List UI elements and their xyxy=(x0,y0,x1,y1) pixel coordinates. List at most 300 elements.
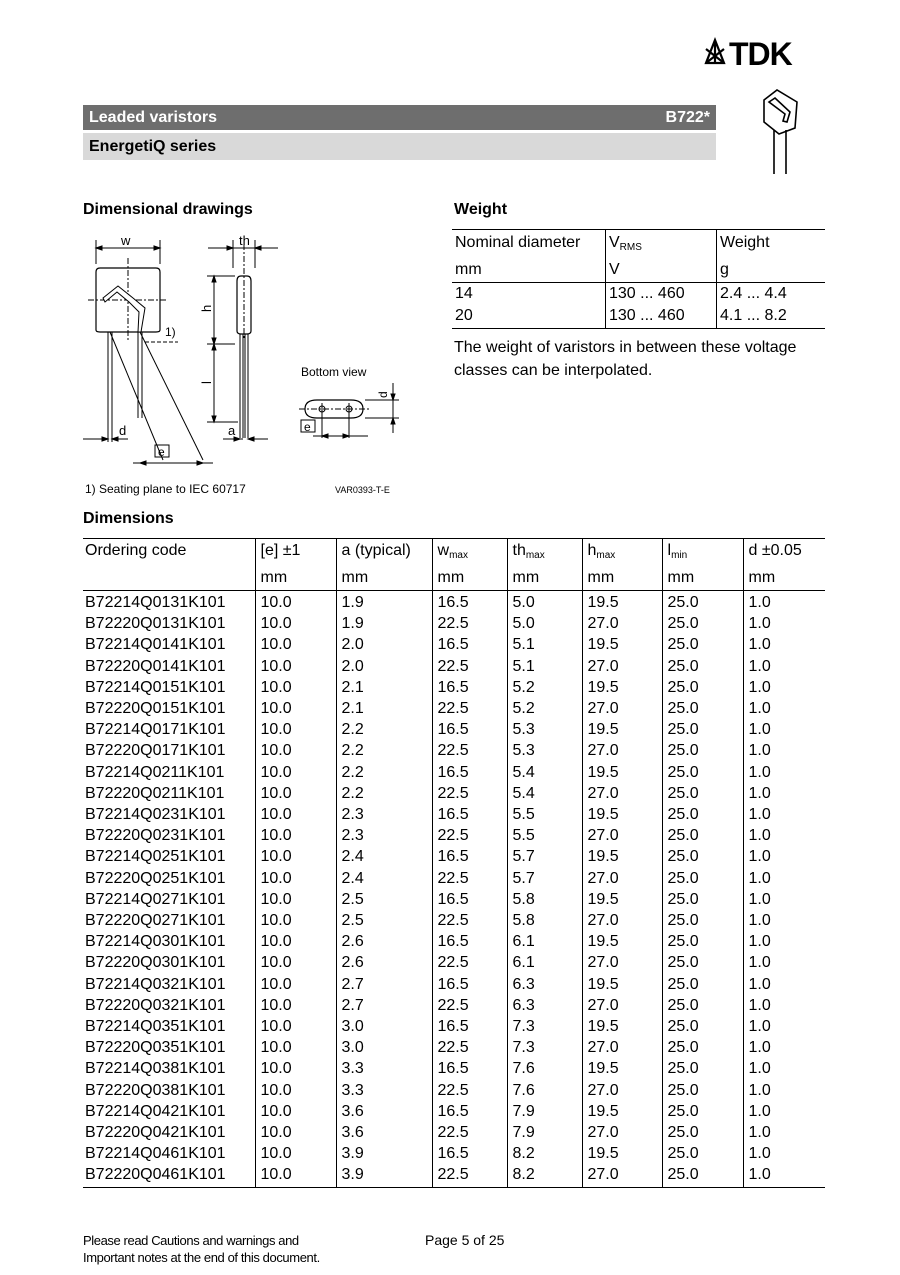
table-cell: 5.7 xyxy=(507,846,582,867)
table-cell: 16.5 xyxy=(432,591,507,614)
table-cell: 2.0 xyxy=(336,634,432,655)
table-cell: B72214Q0381K101 xyxy=(85,1060,226,1078)
table-cell: 16.5 xyxy=(432,677,507,698)
table-cell: B72220Q0141K101 xyxy=(85,657,226,675)
table-cell: B72214Q0251K101 xyxy=(85,848,226,866)
table-row xyxy=(83,889,825,910)
table-cell: 10.0 xyxy=(255,656,336,677)
table-cell: 25.0 xyxy=(662,974,743,995)
table-cell: 22.5 xyxy=(432,868,507,889)
table-cell: B72220Q0351K101 xyxy=(85,1039,226,1057)
table-cell: 22.5 xyxy=(432,910,507,931)
table-cell: 25.0 xyxy=(662,1143,743,1164)
table-cell: 1.0 xyxy=(743,974,825,995)
table-cell: 19.5 xyxy=(582,846,662,867)
table-cell: 27.0 xyxy=(582,1080,662,1101)
table-cell: B72220Q0231K101 xyxy=(85,827,226,845)
table-cell: B72220Q0381K101 xyxy=(85,1081,226,1099)
column-header: $w_{max}$ xyxy=(432,539,507,568)
table-row xyxy=(83,1016,825,1037)
table-cell: 7.6 xyxy=(507,1058,582,1079)
table-cell: 27.0 xyxy=(582,868,662,889)
table-cell: 19.5 xyxy=(582,931,662,952)
weight-cell: 20 xyxy=(452,305,606,329)
table-cell: 6.1 xyxy=(507,931,582,952)
weight-note: The weight of varistors in between these voltage classes can be interpolated. xyxy=(454,339,797,379)
product-family-title: Leaded varistors xyxy=(89,109,218,126)
table-cell: 3.0 xyxy=(336,1016,432,1037)
table-cell: B72214Q0301K101 xyxy=(85,933,226,951)
table-cell: 1.0 xyxy=(743,762,825,783)
column-unit: mm xyxy=(336,567,432,591)
table-cell: 25.0 xyxy=(662,910,743,931)
label-th: th xyxy=(239,233,250,248)
table-cell: 25.0 xyxy=(662,995,743,1016)
table-cell: 2.1 xyxy=(336,698,432,719)
header-vrms: $V_{RMS}$ xyxy=(606,230,717,260)
table-cell: 16.5 xyxy=(432,1101,507,1122)
table-cell: 25.0 xyxy=(662,1058,743,1079)
table-cell: 1.0 xyxy=(743,783,825,804)
footer-note xyxy=(83,1232,320,1266)
table-cell: 5.3 xyxy=(507,719,582,740)
table-cell: 8.2 xyxy=(507,1143,582,1164)
series-title: EnergetiQ series xyxy=(89,138,217,155)
table-cell: B72220Q0301K101 xyxy=(85,954,226,972)
table-cell: 1.0 xyxy=(743,846,825,867)
footer-note-line1: Please read Cautions and warnings and xyxy=(83,1233,299,1248)
table-cell: 16.5 xyxy=(432,804,507,825)
column-header: $h_{max}$ xyxy=(582,539,662,568)
table-cell: 10.0 xyxy=(255,1143,336,1164)
varistor-icon xyxy=(757,88,807,176)
table-cell: 1.0 xyxy=(743,656,825,677)
table-cell: 19.5 xyxy=(582,677,662,698)
seating-plane-footnote: 1) Seating plane to IEC 60717 xyxy=(85,482,246,496)
table-cell: 27.0 xyxy=(582,698,662,719)
table-cell: 1.0 xyxy=(743,677,825,698)
table-cell: B72214Q0351K101 xyxy=(85,1018,226,1036)
table-cell: 7.6 xyxy=(507,1080,582,1101)
table-row xyxy=(83,591,825,614)
table-cell: 5.2 xyxy=(507,677,582,698)
table-cell: 25.0 xyxy=(662,889,743,910)
table-cell: 25.0 xyxy=(662,1016,743,1037)
table-row xyxy=(83,1101,825,1122)
table-cell: 2.1 xyxy=(336,677,432,698)
table-cell: 22.5 xyxy=(432,698,507,719)
table-cell: 16.5 xyxy=(432,634,507,655)
drawings-heading: Dimensional drawings xyxy=(83,201,253,218)
table-cell: 25.0 xyxy=(662,677,743,698)
table-cell: 19.5 xyxy=(582,1058,662,1079)
table-cell: B72214Q0421K101 xyxy=(85,1102,226,1120)
table-cell: 19.5 xyxy=(582,719,662,740)
table-row xyxy=(83,740,825,761)
table-cell: 5.0 xyxy=(507,613,582,634)
table-cell: 6.3 xyxy=(507,974,582,995)
table-row xyxy=(83,974,825,995)
table-cell: 1.0 xyxy=(743,931,825,952)
table-cell: 25.0 xyxy=(662,719,743,740)
table-cell: 2.5 xyxy=(336,889,432,910)
table-cell: 2.4 xyxy=(336,846,432,867)
table-cell: 2.7 xyxy=(336,974,432,995)
weight-cell: 2.4 ... 4.4 xyxy=(717,283,826,306)
table-cell: 27.0 xyxy=(582,613,662,634)
table-cell: 1.0 xyxy=(743,952,825,973)
table-cell: 27.0 xyxy=(582,656,662,677)
weight-cell: 130 ... 460 xyxy=(606,283,717,306)
table-cell: 1.9 xyxy=(336,591,432,614)
table-cell: 25.0 xyxy=(662,1080,743,1101)
table-cell: 25.0 xyxy=(662,740,743,761)
table-row xyxy=(83,1058,825,1079)
table-cell: 25.0 xyxy=(662,952,743,973)
table-cell: 22.5 xyxy=(432,613,507,634)
table-cell: 2.2 xyxy=(336,762,432,783)
table-cell: 19.5 xyxy=(582,804,662,825)
table-cell: B72220Q0151K101 xyxy=(85,700,226,718)
table-cell: B72214Q0211K101 xyxy=(85,763,225,781)
table-cell: 1.0 xyxy=(743,1122,825,1143)
table-cell: 5.5 xyxy=(507,825,582,846)
page-number: Page 5 of 25 xyxy=(425,1232,505,1248)
table-cell: 2.2 xyxy=(336,783,432,804)
table-cell: 10.0 xyxy=(255,931,336,952)
column-header: $l_{min}$ xyxy=(662,539,743,568)
table-cell: 3.6 xyxy=(336,1122,432,1143)
table-cell: 1.0 xyxy=(743,1101,825,1122)
table-cell: 1.0 xyxy=(743,825,825,846)
table-cell: 10.0 xyxy=(255,783,336,804)
table-row xyxy=(83,1164,825,1187)
table-row xyxy=(83,613,825,634)
table-cell: 16.5 xyxy=(432,846,507,867)
weight-row xyxy=(452,283,825,306)
table-cell: 1.0 xyxy=(743,591,825,614)
table-cell: B72220Q0271K101 xyxy=(85,912,226,930)
table-cell: 3.3 xyxy=(336,1058,432,1079)
table-cell: 25.0 xyxy=(662,1122,743,1143)
dimensions-table xyxy=(83,538,825,1188)
table-cell: 5.2 xyxy=(507,698,582,719)
table-cell: 27.0 xyxy=(582,783,662,804)
table-cell: 1.0 xyxy=(743,719,825,740)
table-cell: 2.0 xyxy=(336,656,432,677)
table-cell: 1.0 xyxy=(743,613,825,634)
column-header: a (typical) xyxy=(336,539,432,568)
table-cell: 2.3 xyxy=(336,804,432,825)
table-cell: B72214Q0171K101 xyxy=(85,721,226,739)
table-cell: 3.9 xyxy=(336,1143,432,1164)
label-e-bottom: e xyxy=(304,420,311,434)
table-cell: 1.0 xyxy=(743,1016,825,1037)
table-cell: 25.0 xyxy=(662,931,743,952)
column-unit: mm xyxy=(432,567,507,591)
table-cell: 2.2 xyxy=(336,719,432,740)
dimensions-header-row xyxy=(83,539,825,568)
table-cell: 10.0 xyxy=(255,1016,336,1037)
table-cell: 1.0 xyxy=(743,995,825,1016)
table-cell: 22.5 xyxy=(432,1164,507,1187)
table-cell: 22.5 xyxy=(432,783,507,804)
table-cell: 27.0 xyxy=(582,1164,662,1187)
table-cell: 1.0 xyxy=(743,1143,825,1164)
table-cell: 25.0 xyxy=(662,1101,743,1122)
table-cell: 19.5 xyxy=(582,634,662,655)
dimensions-heading: Dimensions xyxy=(83,510,174,527)
table-cell: 22.5 xyxy=(432,825,507,846)
table-cell: 10.0 xyxy=(255,1080,336,1101)
table-cell: 25.0 xyxy=(662,804,743,825)
table-cell: 10.0 xyxy=(255,1101,336,1122)
table-cell: 10.0 xyxy=(255,974,336,995)
table-row xyxy=(83,783,825,804)
table-cell: 5.5 xyxy=(507,804,582,825)
table-cell: 19.5 xyxy=(582,1143,662,1164)
table-cell: B72220Q0251K101 xyxy=(85,869,226,887)
table-row xyxy=(83,634,825,655)
table-cell: 5.0 xyxy=(507,591,582,614)
table-cell: 19.5 xyxy=(582,591,662,614)
table-cell: 25.0 xyxy=(662,762,743,783)
table-cell: 2.2 xyxy=(336,740,432,761)
weight-cell: 14 xyxy=(455,285,473,302)
table-cell: 16.5 xyxy=(432,719,507,740)
table-cell: B72220Q0421K101 xyxy=(85,1124,226,1142)
table-cell: 25.0 xyxy=(662,783,743,804)
table-cell: 10.0 xyxy=(255,591,336,614)
table-cell: B72214Q0321K101 xyxy=(85,975,226,993)
weight-cell: 130 ... 460 xyxy=(606,305,717,329)
label-d-bottom: d xyxy=(376,391,390,398)
table-cell: 7.9 xyxy=(507,1122,582,1143)
table-cell: 7.9 xyxy=(507,1101,582,1122)
part-prefix: B722* xyxy=(665,109,710,126)
table-cell: 3.9 xyxy=(336,1164,432,1187)
table-cell: 25.0 xyxy=(662,613,743,634)
table-cell: 5.1 xyxy=(507,634,582,655)
table-cell: 16.5 xyxy=(432,974,507,995)
table-cell: 5.4 xyxy=(507,783,582,804)
label-note-marker: 1) xyxy=(165,325,176,339)
table-cell: 2.3 xyxy=(336,825,432,846)
table-row xyxy=(83,1143,825,1164)
weight-unit-row xyxy=(452,259,825,283)
column-unit: mm xyxy=(507,567,582,591)
table-cell: 5.8 xyxy=(507,910,582,931)
table-cell: 10.0 xyxy=(255,719,336,740)
table-cell: B72220Q0461K101 xyxy=(83,1164,255,1187)
table-cell: 2.6 xyxy=(336,931,432,952)
table-cell: 25.0 xyxy=(662,591,743,614)
table-cell: 10.0 xyxy=(255,1122,336,1143)
unit-v: V xyxy=(606,259,717,283)
table-cell: 1.0 xyxy=(743,1164,825,1187)
table-cell: 22.5 xyxy=(432,1122,507,1143)
table-cell: B72220Q0171K101 xyxy=(85,742,226,760)
label-a: a xyxy=(228,423,236,438)
table-row xyxy=(83,762,825,783)
table-cell: 10.0 xyxy=(255,613,336,634)
table-cell: 10.0 xyxy=(255,634,336,655)
column-header: [e] ±1 xyxy=(255,539,336,568)
table-cell: 10.0 xyxy=(255,1058,336,1079)
table-row xyxy=(83,868,825,889)
table-row xyxy=(83,995,825,1016)
table-cell: B72214Q0231K101 xyxy=(85,806,226,824)
table-cell: 27.0 xyxy=(582,952,662,973)
table-cell: 3.3 xyxy=(336,1080,432,1101)
table-cell: 10.0 xyxy=(255,868,336,889)
table-cell: 22.5 xyxy=(432,995,507,1016)
column-header: $th_{max}$ xyxy=(507,539,582,568)
table-cell: 16.5 xyxy=(432,1016,507,1037)
table-cell: 2.4 xyxy=(336,868,432,889)
table-cell: 19.5 xyxy=(582,762,662,783)
table-row xyxy=(83,804,825,825)
table-cell: 5.8 xyxy=(507,889,582,910)
label-l: l xyxy=(199,381,214,384)
footer-note-line2: Important notes at the end of this document. xyxy=(83,1250,320,1265)
table-cell: 25.0 xyxy=(662,698,743,719)
table-cell: 10.0 xyxy=(255,889,336,910)
header-nominal-diameter: Nominal diameter xyxy=(452,230,606,260)
table-cell: 19.5 xyxy=(582,1101,662,1122)
weight-table xyxy=(452,229,825,329)
table-cell: 7.3 xyxy=(507,1016,582,1037)
label-bottom-view: Bottom view xyxy=(301,365,367,379)
table-cell: 10.0 xyxy=(255,677,336,698)
table-row xyxy=(83,656,825,677)
table-cell: 2.5 xyxy=(336,910,432,931)
drawing-reference: VAR0393-T-E xyxy=(335,485,390,495)
table-cell: 6.3 xyxy=(507,995,582,1016)
table-cell: 3.0 xyxy=(336,1037,432,1058)
table-cell: B72220Q0321K101 xyxy=(85,996,226,1014)
table-row xyxy=(83,825,825,846)
table-cell: 27.0 xyxy=(582,740,662,761)
table-cell: 8.2 xyxy=(507,1164,582,1187)
column-unit: mm xyxy=(662,567,743,591)
weight-row xyxy=(452,305,825,329)
weight-heading: Weight xyxy=(454,201,508,218)
table-row xyxy=(83,931,825,952)
table-cell: 25.0 xyxy=(662,846,743,867)
table-cell: 22.5 xyxy=(432,656,507,677)
label-e: e xyxy=(158,445,165,459)
table-cell: 1.0 xyxy=(743,910,825,931)
table-row xyxy=(83,1080,825,1101)
unit-g: g xyxy=(717,259,826,283)
table-cell: 22.5 xyxy=(432,952,507,973)
table-cell: 2.7 xyxy=(336,995,432,1016)
table-cell: 1.0 xyxy=(743,868,825,889)
table-cell: 10.0 xyxy=(255,910,336,931)
label-w: w xyxy=(121,233,131,248)
table-cell: 27.0 xyxy=(582,910,662,931)
table-cell: 10.0 xyxy=(255,995,336,1016)
table-cell: 1.0 xyxy=(743,698,825,719)
table-cell: 10.0 xyxy=(255,804,336,825)
table-row xyxy=(83,677,825,698)
column-unit: mm xyxy=(255,567,336,591)
table-cell: B72214Q0461K101 xyxy=(85,1145,226,1163)
table-row xyxy=(83,910,825,931)
table-cell: 1.0 xyxy=(743,1058,825,1079)
table-cell: 19.5 xyxy=(582,889,662,910)
column-unit xyxy=(83,567,255,591)
table-cell: 1.0 xyxy=(743,804,825,825)
header-weight: Weight xyxy=(717,230,826,260)
tdk-logo xyxy=(703,36,828,70)
table-cell: 10.0 xyxy=(255,1164,336,1187)
table-cell: 27.0 xyxy=(582,1122,662,1143)
logo-text: TDK xyxy=(729,36,792,70)
table-row xyxy=(83,952,825,973)
label-h: h xyxy=(199,304,214,312)
dimensional-drawing xyxy=(83,228,418,472)
table-cell: 1.0 xyxy=(743,889,825,910)
table-cell: 1.0 xyxy=(743,740,825,761)
table-row xyxy=(83,1037,825,1058)
table-cell: 6.1 xyxy=(507,952,582,973)
table-cell: 7.3 xyxy=(507,1037,582,1058)
table-cell: 16.5 xyxy=(432,1058,507,1079)
table-cell: B72214Q0271K101 xyxy=(85,890,226,908)
table-cell: B72214Q0151K101 xyxy=(85,678,226,696)
table-cell: 22.5 xyxy=(432,1037,507,1058)
table-cell: 25.0 xyxy=(662,825,743,846)
table-cell: B72220Q0211K101 xyxy=(85,784,225,802)
table-cell: 5.3 xyxy=(507,740,582,761)
table-cell: B72214Q0131K101 xyxy=(85,594,226,611)
table-cell: 27.0 xyxy=(582,995,662,1016)
table-cell: 22.5 xyxy=(432,1080,507,1101)
table-cell: 10.0 xyxy=(255,740,336,761)
table-cell: 10.0 xyxy=(255,846,336,867)
table-cell: 22.5 xyxy=(432,740,507,761)
table-cell: 2.6 xyxy=(336,952,432,973)
table-cell: 3.6 xyxy=(336,1101,432,1122)
weight-cell: 4.1 ... 8.2 xyxy=(717,305,826,329)
table-cell: 1.9 xyxy=(336,613,432,634)
column-header: Ordering code xyxy=(83,539,255,568)
table-cell: 25.0 xyxy=(662,1037,743,1058)
dimensions-unit-row xyxy=(83,567,825,591)
table-cell: 1.0 xyxy=(743,1080,825,1101)
table-cell: 10.0 xyxy=(255,698,336,719)
table-cell: 25.0 xyxy=(662,1164,743,1187)
table-cell: B72214Q0141K101 xyxy=(85,636,226,654)
table-cell: 1.0 xyxy=(743,1037,825,1058)
table-cell: 10.0 xyxy=(255,762,336,783)
series-bar xyxy=(83,133,716,160)
table-cell: 27.0 xyxy=(582,825,662,846)
table-cell: 5.4 xyxy=(507,762,582,783)
table-cell: 5.7 xyxy=(507,868,582,889)
table-cell: 25.0 xyxy=(662,634,743,655)
product-family-bar xyxy=(83,105,716,130)
weight-header-row xyxy=(452,230,825,260)
column-unit: mm xyxy=(743,567,825,591)
table-cell: 1.0 xyxy=(743,634,825,655)
table-row xyxy=(83,846,825,867)
table-cell: 27.0 xyxy=(582,1037,662,1058)
table-cell: 16.5 xyxy=(432,931,507,952)
table-row xyxy=(83,719,825,740)
